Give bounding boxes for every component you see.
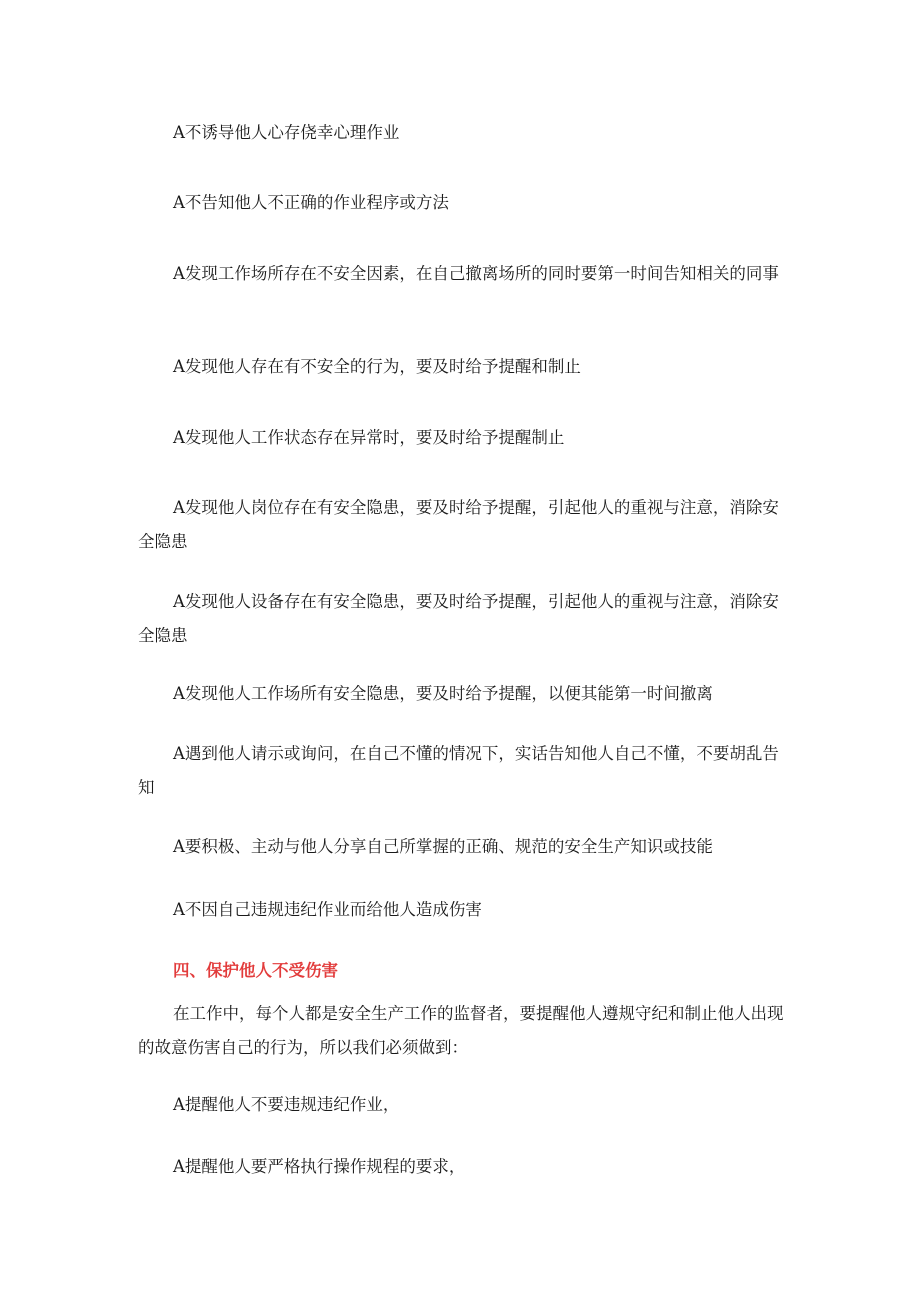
list-item: A不因自己违规违纪作业而给他人造成伤害 (173, 900, 482, 919)
list-item: A发现他人工作场所有安全隐患，要及时给予提醒，以便其能第一时间撤离 (173, 684, 713, 703)
list-item: A不诱导他人心存侥幸心理作业 (173, 123, 400, 142)
section-heading: 四、保护他人不受伤害 (173, 961, 338, 980)
list-item: A遇到他人请示或询问，在自己不懂的情况下，实话告知他人自己不懂，不要胡乱告知 (138, 744, 779, 797)
list-item: A发现他人工作状态存在异常时，要及时给予提醒制止 (173, 428, 565, 447)
list-item: A提醒他人不要违规违纪作业， (173, 1095, 400, 1114)
intro-paragraph: 在工作中，每个人都是安全生产工作的监督者，要提醒他人遵规守纪和制止他人出现的故意伤害自己的行为，所以我们必须做到： (138, 1004, 784, 1057)
list-item: A发现他人岗位存在有安全隐患，要及时给予提醒，引起他人的重视与注意，消除安全隐患 (138, 498, 779, 551)
list-item: A发现他人存在有不安全的行为，要及时给予提醒和制止 (173, 357, 581, 376)
list-item: A提醒他人要严格执行操作规程的要求， (173, 1157, 466, 1176)
list-item: A要积极、主动与他人分享自己所掌握的正确、规范的安全生产知识或技能 (173, 837, 713, 856)
list-item: A发现工作场所存在不安全因素，在自己撤离场所的同时要第一时间告知相关的同事 (173, 264, 779, 283)
list-item: A发现他人设备存在有安全隐患，要及时给予提醒，引起他人的重视与注意，消除安全隐患 (138, 592, 779, 645)
list-item: A不告知他人不正确的作业程序或方法 (173, 193, 449, 212)
